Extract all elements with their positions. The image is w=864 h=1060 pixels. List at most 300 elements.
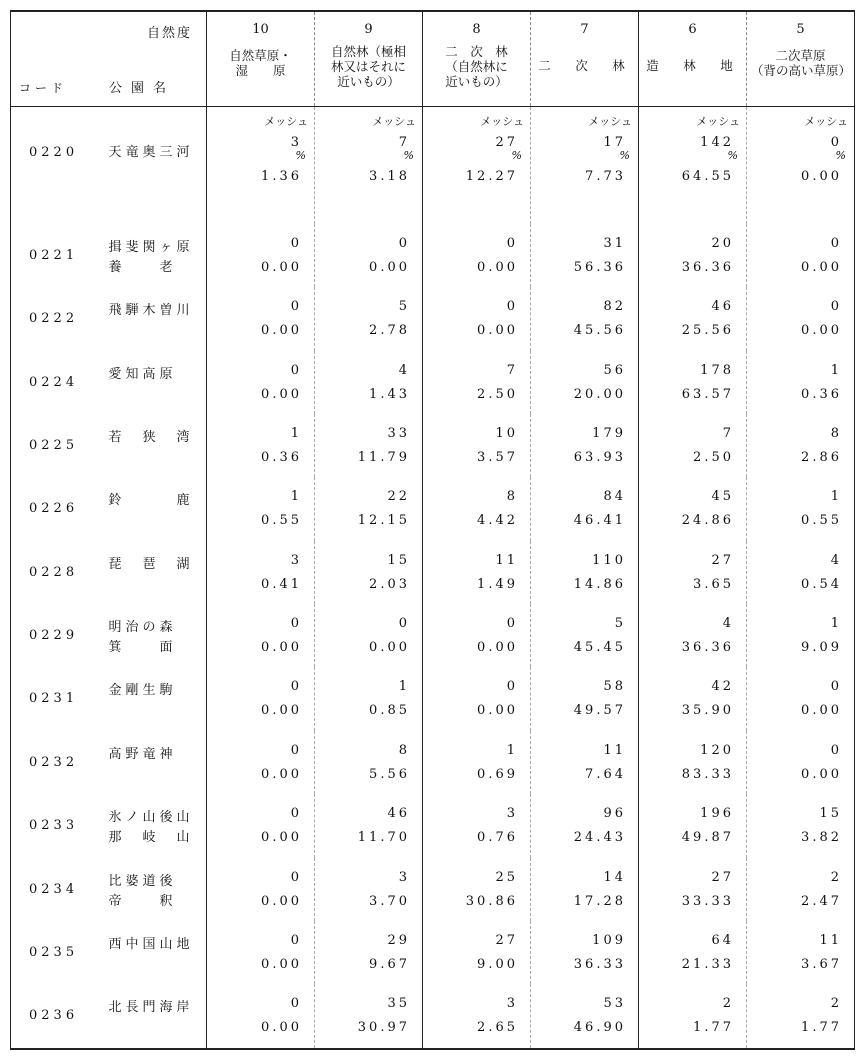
percentage: 49.57 xyxy=(573,703,626,719)
percentage: 45.45 xyxy=(573,640,626,656)
mesh-count: 8 xyxy=(506,489,518,505)
value-wrap xyxy=(423,224,530,287)
park-name: 氷ノ山後山 那 岐 山 xyxy=(108,810,194,846)
mesh-count: 3 xyxy=(506,806,518,822)
mesh-count: 110 xyxy=(592,552,626,568)
value-cell xyxy=(423,287,531,350)
level-description: 造 林 地 xyxy=(646,58,739,73)
value-cell xyxy=(639,414,747,477)
mesh-count: 82 xyxy=(603,299,626,315)
table-row xyxy=(11,107,855,224)
table-body xyxy=(11,107,855,1050)
level-number: 9 xyxy=(364,22,373,37)
mesh-count: 27 xyxy=(495,933,518,949)
value-cell xyxy=(531,794,639,857)
percentage: 0.00 xyxy=(801,766,842,782)
value-wrap xyxy=(639,604,746,667)
table-row xyxy=(11,794,855,857)
value-cell xyxy=(747,984,855,1049)
mesh-count: 5 xyxy=(398,299,410,315)
percentage: 1.36 xyxy=(261,169,302,184)
mesh-count: 15 xyxy=(819,806,842,822)
value-wrap xyxy=(531,984,638,1048)
name-cell xyxy=(107,287,207,350)
percent-unit-label: % xyxy=(619,149,630,162)
value-cell xyxy=(423,351,531,414)
value-wrap xyxy=(747,414,854,477)
value-wrap xyxy=(315,984,422,1048)
percentage: 2.50 xyxy=(477,386,518,402)
value-wrap xyxy=(423,667,530,730)
mesh-count: 96 xyxy=(603,806,626,822)
value-wrap xyxy=(639,477,746,540)
name-cell xyxy=(107,477,207,540)
mesh-count: 142 xyxy=(700,135,734,150)
percentage: 46.90 xyxy=(573,1020,626,1036)
mesh-count: 10 xyxy=(495,425,518,441)
value-wrap xyxy=(315,107,422,224)
value-cell xyxy=(315,541,423,604)
percentage: 9.00 xyxy=(477,957,518,973)
name-cell xyxy=(107,414,207,477)
value-cell xyxy=(315,667,423,730)
value-cell xyxy=(207,107,315,224)
value-cell xyxy=(315,351,423,414)
value-cell xyxy=(207,731,315,794)
mesh-count: 179 xyxy=(592,425,626,441)
value-wrap xyxy=(747,351,854,414)
value-wrap xyxy=(207,858,314,921)
table-row xyxy=(11,731,855,794)
code-cell xyxy=(11,351,107,414)
table-row xyxy=(11,414,855,477)
park-name: 琵 琶 湖 xyxy=(108,556,194,572)
mesh-unit-label: メッシュ xyxy=(264,115,308,128)
code-cell xyxy=(11,287,107,350)
percentage: 1.77 xyxy=(693,1020,734,1036)
percentage: 3.82 xyxy=(801,830,842,846)
code-cell xyxy=(11,731,107,794)
mesh-count: 35 xyxy=(387,996,410,1012)
value-wrap xyxy=(315,794,422,857)
percentage: 7.64 xyxy=(585,766,626,782)
value-wrap xyxy=(639,984,746,1048)
table-row xyxy=(11,477,855,540)
percentage: 0.00 xyxy=(801,259,842,275)
value-wrap xyxy=(315,287,422,350)
percentage: 2.47 xyxy=(801,893,842,909)
value-cell xyxy=(315,604,423,667)
percentage: 0.55 xyxy=(261,513,302,529)
park-name: 飛騨木曽川 xyxy=(108,303,194,319)
percentage: 1.77 xyxy=(801,1020,842,1036)
mesh-count: 53 xyxy=(603,996,626,1012)
level-number: 6 xyxy=(688,22,697,37)
mesh-count: 56 xyxy=(603,362,626,378)
mesh-count: 42 xyxy=(711,679,734,695)
value-wrap xyxy=(207,984,314,1048)
mesh-count: 2 xyxy=(830,869,842,885)
mesh-unit-label: メッシュ xyxy=(588,115,632,128)
value-wrap xyxy=(207,541,314,604)
percentage: 11.79 xyxy=(357,449,410,465)
value-cell xyxy=(423,858,531,921)
park-code: 0235 xyxy=(29,945,79,961)
mesh-count: 4 xyxy=(398,362,410,378)
value-cell xyxy=(207,794,315,857)
value-cell xyxy=(315,287,423,350)
percentage: 0.36 xyxy=(801,386,842,402)
level-header-10 xyxy=(207,11,315,107)
value-cell xyxy=(207,224,315,287)
value-cell xyxy=(747,107,855,224)
value-cell xyxy=(531,477,639,540)
mesh-count: 2 xyxy=(722,996,734,1012)
level-number: 10 xyxy=(252,22,269,37)
park-code: 0226 xyxy=(29,501,79,517)
value-cell xyxy=(531,414,639,477)
percentage: 3.67 xyxy=(801,957,842,973)
value-wrap xyxy=(207,107,314,224)
name-cell xyxy=(107,604,207,667)
mesh-count: 0 xyxy=(290,616,302,632)
value-wrap xyxy=(207,604,314,667)
value-wrap xyxy=(531,224,638,287)
park-code: 0232 xyxy=(29,754,79,770)
value-cell xyxy=(423,477,531,540)
value-cell xyxy=(423,984,531,1049)
mesh-count: 0 xyxy=(506,235,518,251)
name-cell xyxy=(107,224,207,287)
mesh-count: 46 xyxy=(387,806,410,822)
percentage: 14.86 xyxy=(573,576,626,592)
mesh-unit-label: メッシュ xyxy=(372,115,416,128)
percentage: 12.27 xyxy=(465,169,518,184)
mesh-count: 0 xyxy=(290,869,302,885)
value-cell xyxy=(315,731,423,794)
mesh-count: 1 xyxy=(290,489,302,505)
value-cell xyxy=(531,107,639,224)
mesh-count: 25 xyxy=(495,869,518,885)
level-number: 8 xyxy=(472,22,481,37)
value-wrap xyxy=(531,107,638,224)
mesh-count: 3 xyxy=(290,135,302,150)
percentage: 0.00 xyxy=(261,830,302,846)
value-cell xyxy=(639,794,747,857)
value-wrap xyxy=(639,858,746,921)
value-cell xyxy=(531,921,639,984)
mesh-count: 11 xyxy=(819,933,842,949)
value-wrap xyxy=(315,224,422,287)
percentage: 0.00 xyxy=(261,957,302,973)
percent-unit-label: % xyxy=(403,149,414,162)
level-header-5 xyxy=(747,11,855,107)
mesh-unit-label: メッシュ xyxy=(696,115,740,128)
percentage: 30.97 xyxy=(357,1020,410,1036)
percentage: 46.41 xyxy=(573,513,626,529)
mesh-count: 3 xyxy=(398,869,410,885)
level-description: 二次草原 （背の高い草原） xyxy=(751,48,852,78)
percentage: 0.55 xyxy=(801,513,842,529)
table-row xyxy=(11,667,855,730)
park-name: 鈴 鹿 xyxy=(108,493,194,509)
percentage: 33.33 xyxy=(681,893,734,909)
percentage: 0.00 xyxy=(261,259,302,275)
code-cell xyxy=(11,984,107,1049)
value-cell xyxy=(207,667,315,730)
mesh-count: 4 xyxy=(830,552,842,568)
value-wrap xyxy=(747,984,854,1048)
mesh-count: 0 xyxy=(290,235,302,251)
value-wrap xyxy=(639,667,746,730)
mesh-count: 3 xyxy=(506,996,518,1012)
park-code: 0233 xyxy=(29,818,79,834)
name-cell xyxy=(107,351,207,414)
mesh-count: 64 xyxy=(711,933,734,949)
mesh-count: 29 xyxy=(387,933,410,949)
percentage: 0.00 xyxy=(477,703,518,719)
percentage: 56.36 xyxy=(573,259,626,275)
value-cell xyxy=(639,351,747,414)
percentage: 0.00 xyxy=(261,703,302,719)
value-wrap xyxy=(639,541,746,604)
value-wrap xyxy=(423,414,530,477)
park-name: 明治の森 箕 面 xyxy=(108,620,177,656)
value-wrap xyxy=(315,731,422,794)
value-wrap xyxy=(315,477,422,540)
mesh-count: 0 xyxy=(830,742,842,758)
value-cell xyxy=(315,984,423,1049)
value-wrap xyxy=(639,287,746,350)
value-cell xyxy=(531,858,639,921)
percentage: 0.00 xyxy=(801,323,842,339)
percentage: 2.78 xyxy=(369,323,410,339)
value-cell xyxy=(423,667,531,730)
value-cell xyxy=(747,287,855,350)
value-wrap xyxy=(423,107,530,224)
value-cell xyxy=(639,224,747,287)
percentage: 3.18 xyxy=(369,169,410,184)
percentage: 17.28 xyxy=(573,893,626,909)
mesh-count: 1 xyxy=(830,489,842,505)
percentage: 12.15 xyxy=(357,513,410,529)
mesh-count: 17 xyxy=(603,135,626,150)
value-wrap xyxy=(315,921,422,984)
park-name: 西中国山地 xyxy=(108,937,194,953)
mesh-count: 7 xyxy=(398,135,410,150)
value-wrap xyxy=(423,858,530,921)
level-description: 自然林（極相 林又はそれに 近いもの） xyxy=(330,44,406,89)
value-cell xyxy=(315,224,423,287)
value-cell xyxy=(747,224,855,287)
value-wrap xyxy=(207,477,314,540)
corner-header xyxy=(11,11,207,107)
value-cell xyxy=(315,414,423,477)
percentage: 24.43 xyxy=(573,830,626,846)
park-code: 0225 xyxy=(29,437,79,453)
mesh-count: 196 xyxy=(700,806,734,822)
mesh-count: 0 xyxy=(290,742,302,758)
value-wrap xyxy=(747,224,854,287)
percentage: 63.57 xyxy=(681,386,734,402)
mesh-count: 0 xyxy=(290,362,302,378)
code-cell xyxy=(11,858,107,921)
percentage: 2.50 xyxy=(693,449,734,465)
percentage: 36.33 xyxy=(573,957,626,973)
table-row xyxy=(11,351,855,414)
value-wrap xyxy=(315,351,422,414)
value-cell xyxy=(423,224,531,287)
value-wrap xyxy=(423,604,530,667)
code-cell xyxy=(11,667,107,730)
value-cell xyxy=(747,794,855,857)
percent-unit-label: % xyxy=(727,149,738,162)
value-wrap xyxy=(747,667,854,730)
percentage: 0.00 xyxy=(261,323,302,339)
value-wrap xyxy=(531,858,638,921)
value-wrap xyxy=(639,921,746,984)
value-cell xyxy=(423,414,531,477)
percentage: 9.67 xyxy=(369,957,410,973)
percentage: 0.00 xyxy=(477,259,518,275)
value-wrap xyxy=(207,224,314,287)
value-wrap xyxy=(747,541,854,604)
code-label: コード xyxy=(19,81,68,95)
percent-unit-label: % xyxy=(835,149,846,162)
percentage: 3.65 xyxy=(693,576,734,592)
park-code: 0220 xyxy=(29,145,79,160)
mesh-count: 84 xyxy=(603,489,626,505)
value-wrap xyxy=(531,731,638,794)
percentage: 3.70 xyxy=(369,893,410,909)
mesh-count: 11 xyxy=(603,742,626,758)
park-code: 0231 xyxy=(29,691,79,707)
park-name: 天竜奥三河 xyxy=(108,145,194,160)
value-cell xyxy=(207,414,315,477)
park-name: 金剛生駒 xyxy=(108,683,177,699)
percentage: 1.43 xyxy=(369,386,410,402)
percentage: 2.03 xyxy=(369,576,410,592)
code-cell xyxy=(11,477,107,540)
value-wrap xyxy=(531,414,638,477)
value-wrap xyxy=(423,287,530,350)
value-wrap xyxy=(639,731,746,794)
park-code: 0228 xyxy=(29,564,79,580)
name-cell xyxy=(107,921,207,984)
table-row xyxy=(11,921,855,984)
mesh-count: 120 xyxy=(700,742,734,758)
table-row xyxy=(11,984,855,1049)
mesh-count: 27 xyxy=(495,135,518,150)
value-cell xyxy=(639,477,747,540)
value-wrap xyxy=(639,414,746,477)
value-cell xyxy=(423,604,531,667)
value-cell xyxy=(315,858,423,921)
park-name: 北長門海岸 xyxy=(108,1000,194,1016)
level-number: 7 xyxy=(580,22,589,37)
park-name: 高野竜神 xyxy=(108,746,177,762)
mesh-count: 46 xyxy=(711,299,734,315)
park-name: 比婆道後 帝 釈 xyxy=(108,873,177,909)
value-wrap xyxy=(423,477,530,540)
code-cell xyxy=(11,541,107,604)
value-wrap xyxy=(315,667,422,730)
value-cell xyxy=(207,351,315,414)
value-cell xyxy=(531,351,639,414)
mesh-count: 27 xyxy=(711,869,734,885)
mesh-count: 7 xyxy=(722,425,734,441)
level-description: 自然草原・ 湿 原 xyxy=(229,48,292,78)
mesh-count: 0 xyxy=(506,299,518,315)
value-cell xyxy=(423,731,531,794)
value-wrap xyxy=(639,224,746,287)
mesh-count: 20 xyxy=(711,235,734,251)
value-wrap xyxy=(423,984,530,1048)
value-cell xyxy=(315,477,423,540)
value-cell xyxy=(315,794,423,857)
mesh-count: 22 xyxy=(387,489,410,505)
table-row xyxy=(11,224,855,287)
value-cell xyxy=(207,477,315,540)
mesh-count: 0 xyxy=(506,679,518,695)
park-code: 0221 xyxy=(29,247,79,263)
level-header-8 xyxy=(423,11,531,107)
mesh-unit-label: メッシュ xyxy=(804,115,848,128)
percentage: 0.00 xyxy=(261,893,302,909)
percentage: 11.70 xyxy=(357,830,410,846)
percentage: 36.36 xyxy=(681,259,734,275)
mesh-count: 15 xyxy=(387,552,410,568)
table-row xyxy=(11,287,855,350)
value-cell xyxy=(747,667,855,730)
percentage: 2.65 xyxy=(477,1020,518,1036)
value-cell xyxy=(747,541,855,604)
level-header-6 xyxy=(639,11,747,107)
park-code: 0236 xyxy=(29,1008,79,1024)
table-row xyxy=(11,858,855,921)
mesh-count: 33 xyxy=(387,425,410,441)
percentage: 0.00 xyxy=(261,1020,302,1036)
park-code: 0234 xyxy=(29,881,79,897)
mesh-count: 14 xyxy=(603,869,626,885)
value-wrap xyxy=(531,351,638,414)
park-code: 0229 xyxy=(29,628,79,644)
park-code: 0224 xyxy=(29,374,79,390)
mesh-count: 8 xyxy=(830,425,842,441)
percent-unit-label: % xyxy=(295,149,306,162)
mesh-count: 178 xyxy=(700,362,734,378)
value-wrap xyxy=(639,351,746,414)
value-wrap xyxy=(207,414,314,477)
mesh-count: 11 xyxy=(495,552,518,568)
percentage: 4.42 xyxy=(477,513,518,529)
value-cell xyxy=(531,287,639,350)
percentage: 0.41 xyxy=(261,576,302,592)
mesh-count: 0 xyxy=(290,679,302,695)
park-code: 0222 xyxy=(29,311,79,327)
table-row xyxy=(11,541,855,604)
park-name: 若 狭 湾 xyxy=(108,429,194,445)
percentage: 83.33 xyxy=(681,766,734,782)
percentage: 20.00 xyxy=(573,386,626,402)
percentage: 0.76 xyxy=(477,830,518,846)
value-wrap xyxy=(207,667,314,730)
value-cell xyxy=(639,984,747,1049)
value-cell xyxy=(747,731,855,794)
value-wrap xyxy=(747,731,854,794)
value-cell xyxy=(531,541,639,604)
value-wrap xyxy=(207,351,314,414)
